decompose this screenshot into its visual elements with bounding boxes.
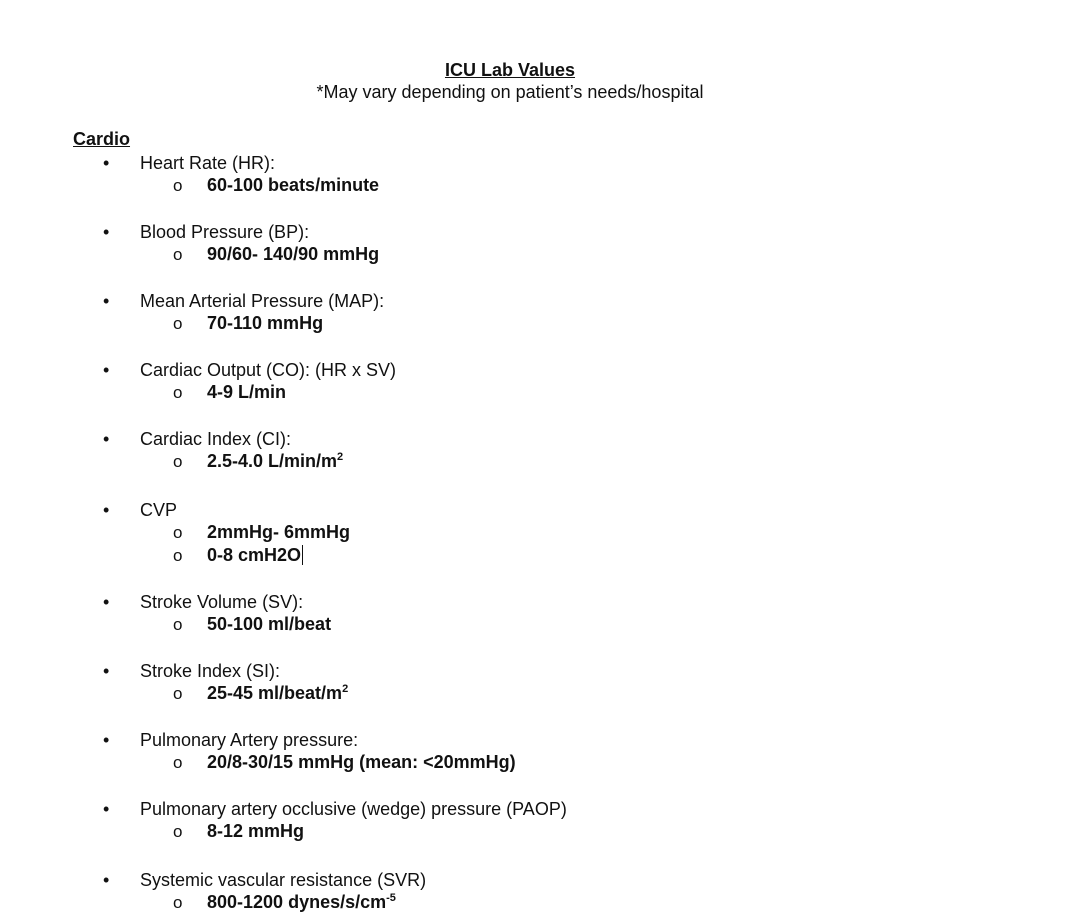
reference-value xyxy=(207,820,304,842)
sub-bullet-marker: o xyxy=(173,684,183,703)
bullet-marker: • xyxy=(103,291,110,311)
bullet-marker: • xyxy=(103,360,110,380)
bullet-marker: • xyxy=(103,870,110,890)
reference-value xyxy=(207,521,350,543)
reference-value-text: 70-110 mmHg xyxy=(207,313,324,333)
bullet-marker: • xyxy=(103,592,110,612)
reference-value-text: 25-45 ml/beat/m xyxy=(207,683,343,703)
superscript: 2 xyxy=(337,451,344,463)
bullet-marker: • xyxy=(103,730,110,750)
superscript: -5 xyxy=(386,892,396,904)
sub-list-item xyxy=(0,751,1080,774)
sub-bullet-marker: o xyxy=(173,176,183,195)
list-item-label: CVP xyxy=(140,500,178,520)
list-item-label: Stroke Volume (SV): xyxy=(140,592,304,612)
sub-bullet-marker: o xyxy=(173,753,183,772)
sub-list-item xyxy=(0,682,1080,705)
list-item-label: Pulmonary Artery pressure: xyxy=(140,730,359,750)
list-item-label: Pulmonary artery occlusive (wedge) pressure (PAOP) xyxy=(140,799,567,819)
list-item xyxy=(0,428,1080,473)
sub-list-item xyxy=(0,820,1080,843)
reference-value xyxy=(207,891,396,913)
list-item-row xyxy=(0,359,1080,381)
reference-value xyxy=(207,174,379,196)
reference-value xyxy=(207,243,379,265)
list-item xyxy=(0,798,1080,843)
sub-list-item xyxy=(0,891,1080,914)
reference-value-text: 90/60- 140/90 mmHg xyxy=(207,244,380,264)
list-item xyxy=(0,221,1080,266)
list-item-label: Cardiac Index (CI): xyxy=(140,429,292,449)
reference-value-text: 2mmHg- 6mmHg xyxy=(207,522,351,542)
sub-list-item xyxy=(0,450,1080,473)
list-item-row xyxy=(0,869,1080,891)
list-item xyxy=(0,660,1080,705)
list-item xyxy=(0,499,1080,567)
reference-value-text: 60-100 beats/minute xyxy=(207,175,380,195)
sub-list-item xyxy=(0,521,1080,544)
list-item-row xyxy=(0,798,1080,820)
bullet-marker: • xyxy=(103,500,110,520)
superscript: 2 xyxy=(342,683,349,695)
list-item-row xyxy=(0,729,1080,751)
list-item-label: Cardiac Output (CO): (HR x SV) xyxy=(140,360,397,380)
reference-value xyxy=(207,751,516,773)
reference-value-text: 4-9 L/min xyxy=(207,382,287,402)
reference-value-text: 20/8-30/15 mmHg (mean: <20mmHg) xyxy=(207,752,516,772)
reference-value-text: 0-8 cmH2O xyxy=(207,545,302,565)
reference-value xyxy=(207,450,343,472)
section-heading-cardio: Cardio xyxy=(73,129,131,149)
list-item-label: Systemic vascular resistance (SVR) xyxy=(140,870,427,890)
sub-bullet-marker: o xyxy=(173,546,183,565)
list-item-label: Mean Arterial Pressure (MAP): xyxy=(140,291,385,311)
list-item xyxy=(0,290,1080,335)
list-item-row xyxy=(0,660,1080,682)
list-item xyxy=(0,729,1080,774)
sub-list-item xyxy=(0,243,1080,266)
list-item-label: Stroke Index (SI): xyxy=(140,661,281,681)
reference-value-text: 8-12 mmHg xyxy=(207,821,305,841)
list-item-row xyxy=(0,152,1080,174)
sub-bullet-marker: o xyxy=(173,314,183,333)
list-item-label: Heart Rate (HR): xyxy=(140,153,276,173)
document-subtitle: *May vary depending on patient’s needs/hospital xyxy=(316,82,704,102)
sub-bullet-marker: o xyxy=(173,893,183,912)
reference-value xyxy=(207,544,303,566)
sub-list-item xyxy=(0,544,1080,567)
bullet-marker: • xyxy=(103,222,110,242)
sub-bullet-marker: o xyxy=(173,245,183,264)
reference-value-text: 2.5-4.0 L/min/m xyxy=(207,451,338,471)
reference-value-text: 50-100 ml/beat xyxy=(207,614,332,634)
sub-list-item xyxy=(0,613,1080,636)
sub-list-item xyxy=(0,312,1080,335)
sub-bullet-marker: o xyxy=(173,615,183,634)
reference-value xyxy=(207,613,331,635)
bullet-marker: • xyxy=(103,429,110,449)
list-item xyxy=(0,869,1080,914)
sub-bullet-marker: o xyxy=(173,523,183,542)
list-item xyxy=(0,591,1080,636)
bullet-marker: • xyxy=(103,153,110,173)
sub-bullet-marker: o xyxy=(173,822,183,841)
list-item-row xyxy=(0,290,1080,312)
bullet-marker: • xyxy=(103,799,110,819)
list-item xyxy=(0,152,1080,197)
sub-bullet-marker: o xyxy=(173,452,183,471)
bullet-marker: • xyxy=(103,661,110,681)
text-cursor xyxy=(302,545,303,565)
list-item-row xyxy=(0,428,1080,450)
list-item-label: Blood Pressure (BP): xyxy=(140,222,310,242)
reference-value xyxy=(207,312,323,334)
sub-list-item xyxy=(0,381,1080,404)
list-item-row xyxy=(0,221,1080,243)
document-title: ICU Lab Values xyxy=(444,60,576,80)
reference-value xyxy=(207,682,348,704)
reference-value-text: 800-1200 dynes/s/cm xyxy=(207,892,387,912)
list-item xyxy=(0,359,1080,404)
list-item-row xyxy=(0,591,1080,613)
list-item-row xyxy=(0,499,1080,521)
reference-value xyxy=(207,381,286,403)
sub-bullet-marker: o xyxy=(173,383,183,402)
sub-list-item xyxy=(0,174,1080,197)
